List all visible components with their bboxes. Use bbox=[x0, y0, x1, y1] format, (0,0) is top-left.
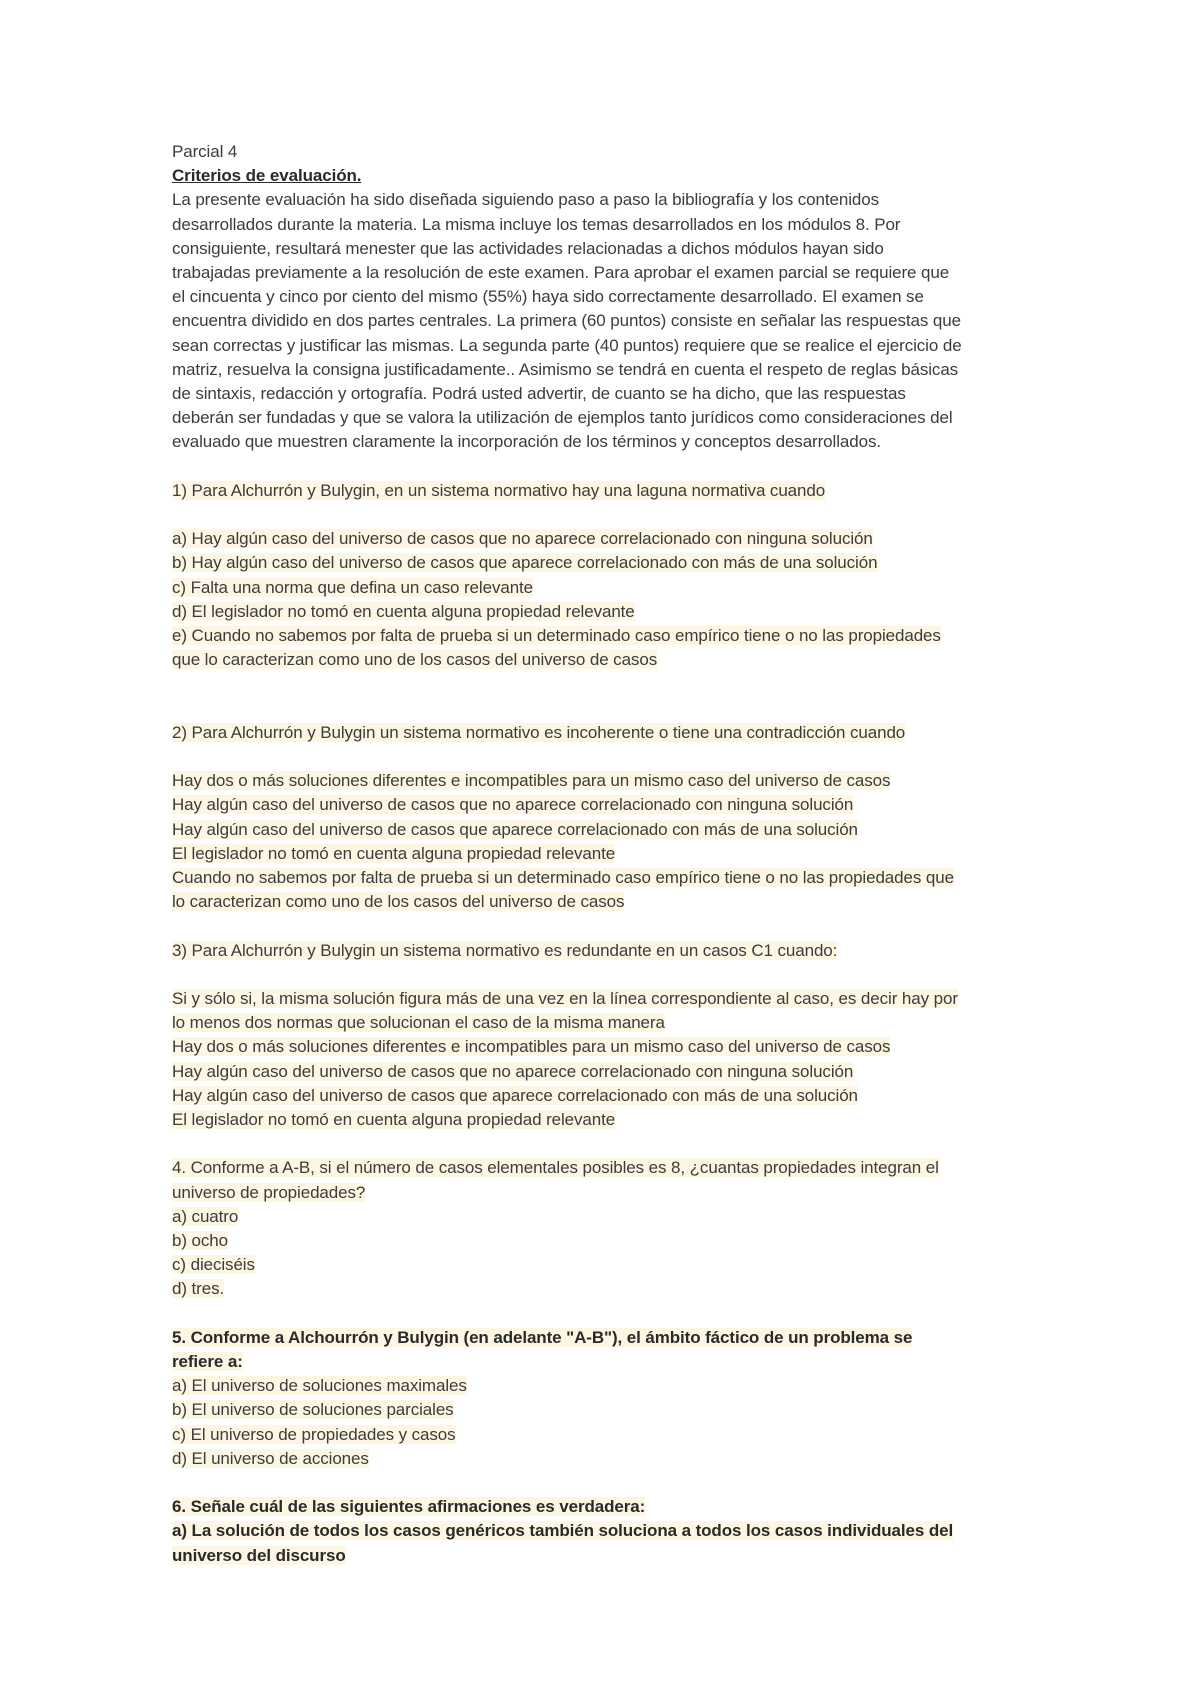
question-3-option: Hay algún caso del universo de casos que aparece correlacionado con más de una solución bbox=[172, 1085, 858, 1105]
question-2-option: Hay algún caso del universo de casos que aparece correlacionado con más de una solución bbox=[172, 819, 858, 839]
question-4 bbox=[172, 1156, 1052, 1301]
question-4-option-b: b) ocho bbox=[172, 1231, 229, 1251]
question-1-option-a: a) Hay algún caso del universo de casos que no aparece correlacionado con ninguna solución bbox=[172, 529, 873, 549]
question-6-text: 6. Señale cuál de las siguientes afirmaciones es verdadera: bbox=[172, 1497, 646, 1517]
criteria-line: de sintaxis, redacción y ortografía. Podrá usted advertir, de cuanto se ha dicho, que las respuestas bbox=[172, 384, 906, 404]
question-4-text: 4. Conforme a A-B, si el número de casos elementales posibles es 8, ¿cuantas propiedades integran el bbox=[172, 1158, 939, 1178]
criteria-line: La presente evaluación ha sido diseñada siguiendo paso a paso la bibliografía y los contenidos bbox=[172, 190, 879, 210]
question-3-text: 3) Para Alchurrón y Bulygin un sistema normativo es redundante en un casos C1 cuando: bbox=[172, 940, 838, 960]
criteria-line: desarrollados durante la materia. La misma incluye los temas desarrollados en los módulos 8. Por bbox=[172, 214, 901, 234]
question-3-option: Si y sólo si, la misma solución figura más de una vez en la línea correspondiente al caso, es decir hay por bbox=[172, 989, 958, 1009]
criteria-paragraph bbox=[172, 188, 1052, 454]
question-2 bbox=[172, 721, 1052, 915]
question-3-option-cont: lo menos dos normas que solucionan el caso de la misma manera bbox=[172, 1013, 665, 1033]
question-4-text-cont: universo de propiedades? bbox=[172, 1182, 366, 1202]
question-2-option: Hay dos o más soluciones diferentes e incompatibles para un mismo caso del universo de casos bbox=[172, 771, 891, 791]
question-4-option-a: a) cuatro bbox=[172, 1206, 239, 1226]
document-title: Parcial 4 bbox=[172, 142, 238, 161]
criteria-line: trabajadas previamente a la resolución de este examen. Para aprobar el examen parcial se requiere que bbox=[172, 263, 950, 283]
question-6 bbox=[172, 1495, 1052, 1568]
question-2-option: Cuando no sabemos por falta de prueba si un determinado caso empírico tiene o no las propiedades que bbox=[172, 868, 954, 888]
criteria-heading: Criterios de evaluación. bbox=[172, 166, 362, 186]
question-1-text: 1) Para Alchurrón y Bulygin, en un sistema normativo hay una laguna normativa cuando bbox=[172, 480, 826, 500]
question-4-option-c: c) dieciséis bbox=[172, 1255, 255, 1275]
criteria-line: evaluado que muestren claramente la incorporación de los términos y conceptos desarrollados. bbox=[172, 432, 881, 452]
question-5-option-a: a) El universo de soluciones maximales bbox=[172, 1376, 467, 1396]
question-3-option: Hay dos o más soluciones diferentes e incompatibles para un mismo caso del universo de casos bbox=[172, 1037, 891, 1057]
question-5 bbox=[172, 1326, 1052, 1471]
question-5-text-cont: refiere a: bbox=[172, 1352, 243, 1372]
question-3 bbox=[172, 939, 1052, 1133]
question-5-text: 5. Conforme a Alchourrón y Bulygin (en adelante "A-B"), el ámbito fáctico de un problema se bbox=[172, 1327, 913, 1347]
question-4-option-d: d) tres. bbox=[172, 1279, 225, 1299]
question-1-option-e-cont: que lo caracterizan como uno de los casos del universo de casos bbox=[172, 650, 658, 670]
question-2-text: 2) Para Alchurrón y Bulygin un sistema normativo es incoherente o tiene una contradicción cuando bbox=[172, 722, 906, 742]
question-2-option: El legislador no tomó en cuenta alguna propiedad relevante bbox=[172, 843, 616, 863]
question-5-option-c: c) El universo de propiedades y casos bbox=[172, 1424, 456, 1444]
criteria-line: sean correctas y justificar las mismas. La segunda parte (40 puntos) requiere que se realice el ejercicio de bbox=[172, 335, 962, 355]
question-2-option-cont: lo caracterizan como uno de los casos del universo de casos bbox=[172, 892, 625, 912]
question-3-option: Hay algún caso del universo de casos que no aparece correlacionado con ninguna solución bbox=[172, 1061, 854, 1081]
question-6-option-a: a) La solución de todos los casos genéricos también soluciona a todos los casos individuales del bbox=[172, 1521, 954, 1541]
question-1-option-d: d) El legislador no tomó en cuenta alguna propiedad relevante bbox=[172, 601, 635, 621]
question-2-option: Hay algún caso del universo de casos que no aparece correlacionado con ninguna solución bbox=[172, 795, 854, 815]
question-1-option-c: c) Falta una norma que defina un caso relevante bbox=[172, 577, 534, 597]
criteria-line: consiguiente, resultará menester que las actividades relacionadas a dichos módulos hayan sido bbox=[172, 238, 884, 258]
document-page bbox=[172, 140, 1052, 1568]
criteria-line: matriz, resuelva la consigna justificadamente.. Asimismo se tendrá en cuenta el respeto de reglas básicas bbox=[172, 359, 959, 379]
question-1-option-b: b) Hay algún caso del universo de casos que aparece correlacionado con más de una solución bbox=[172, 553, 878, 573]
criteria-line: el cincuenta y cinco por ciento del mismo (55%) haya sido correctamente desarrollado. El examen se bbox=[172, 287, 924, 307]
criteria-line: encuentra dividido en dos partes centrales. La primera (60 puntos) consiste en señalar las respuestas que bbox=[172, 311, 961, 331]
question-5-option-b: b) El universo de soluciones parciales bbox=[172, 1400, 454, 1420]
question-1-option-e: e) Cuando no sabemos por falta de prueba si un determinado caso empírico tiene o no las propiedades bbox=[172, 626, 941, 646]
question-5-option-d: d) El universo de acciones bbox=[172, 1448, 369, 1468]
question-6-option-a-cont: universo del discurso bbox=[172, 1545, 346, 1565]
question-3-option: El legislador no tomó en cuenta alguna propiedad relevante bbox=[172, 1110, 616, 1130]
question-1 bbox=[172, 479, 1052, 673]
criteria-line: deberán ser fundadas y que se valora la utilización de ejemplos tanto jurídicos como consideraciones del bbox=[172, 408, 953, 428]
